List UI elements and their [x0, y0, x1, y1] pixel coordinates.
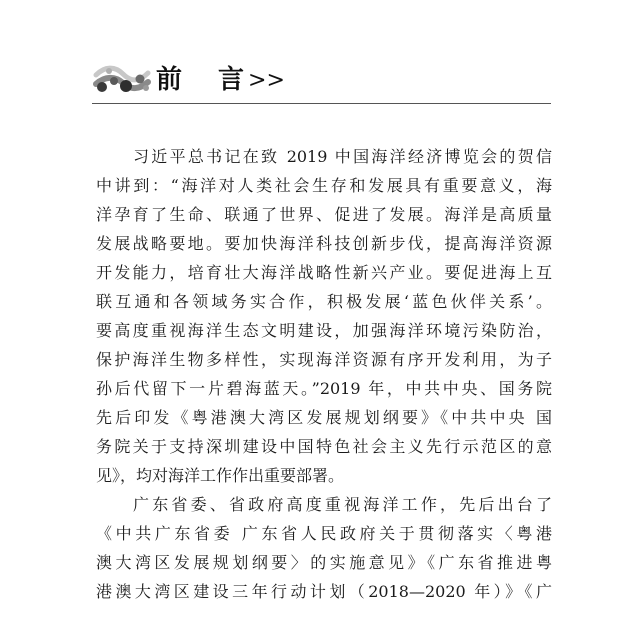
- paragraph-line: 港澳大湾区建设三年行动计划（2018—2020 年）》《广: [96, 582, 552, 601]
- page-title: [156, 60, 285, 100]
- paragraph-line: 保护海洋生物多样性，实现海洋资源有序开发利用，为子: [96, 350, 552, 369]
- wave-dots-logo-icon: [93, 62, 151, 96]
- title-char-1: 前: [156, 65, 183, 95]
- paragraph-line: 习近平总书记在致 2019 中国海洋经济博览会的贺信: [133, 147, 552, 166]
- paragraph-line: 洋孕育了生命、联通了世界、促进了发展。海洋是高质量: [96, 205, 552, 224]
- paragraph-line: 广东省委、省政府高度重视海洋工作，先后出台了: [133, 495, 552, 514]
- paragraph-line: 孙后代留下一片碧海蓝天。”2019 年，中共中央、国务院: [96, 379, 552, 398]
- paragraph-1: [96, 142, 552, 490]
- title-char-2: 言: [218, 65, 245, 95]
- paragraph-2: [96, 490, 552, 606]
- body-text: [96, 142, 552, 606]
- paragraph-line: 中讲到：“海洋对人类社会生存和发展具有重要意义，海: [96, 176, 552, 195]
- paragraph-line: 见》，均对海洋工作作出重要部署。: [96, 466, 345, 485]
- paragraph-line: 《中共广东省委 广东省人民政府关于贯彻落实〈粤港: [96, 524, 552, 543]
- paragraph-line: 开发能力，培育壮大海洋战略性新兴产业。要促进海上互: [96, 263, 552, 282]
- paragraph-line: 发展战略要地。要加快海洋科技创新步伐，提高海洋资源: [96, 234, 552, 253]
- title-arrows: >>: [248, 68, 285, 93]
- paragraph-line: 澳大湾区发展规划纲要〉的实施意见》《广东省推进粤: [96, 553, 552, 572]
- section-header: [93, 60, 553, 100]
- header-divider: [92, 103, 551, 104]
- paragraph-line: 要高度重视海洋生态文明建设，加强海洋环境污染防治，: [96, 321, 552, 340]
- paragraph-line: 联互通和各领域务实合作，积极发展‘蓝色伙伴关系’。: [96, 292, 552, 311]
- paragraph-line: 务院关于支持深圳建设中国特色社会主义先行示范区的意: [96, 437, 552, 456]
- paragraph-line: 先后印发《粤港澳大湾区发展规划纲要》《中共中央 国: [96, 408, 552, 427]
